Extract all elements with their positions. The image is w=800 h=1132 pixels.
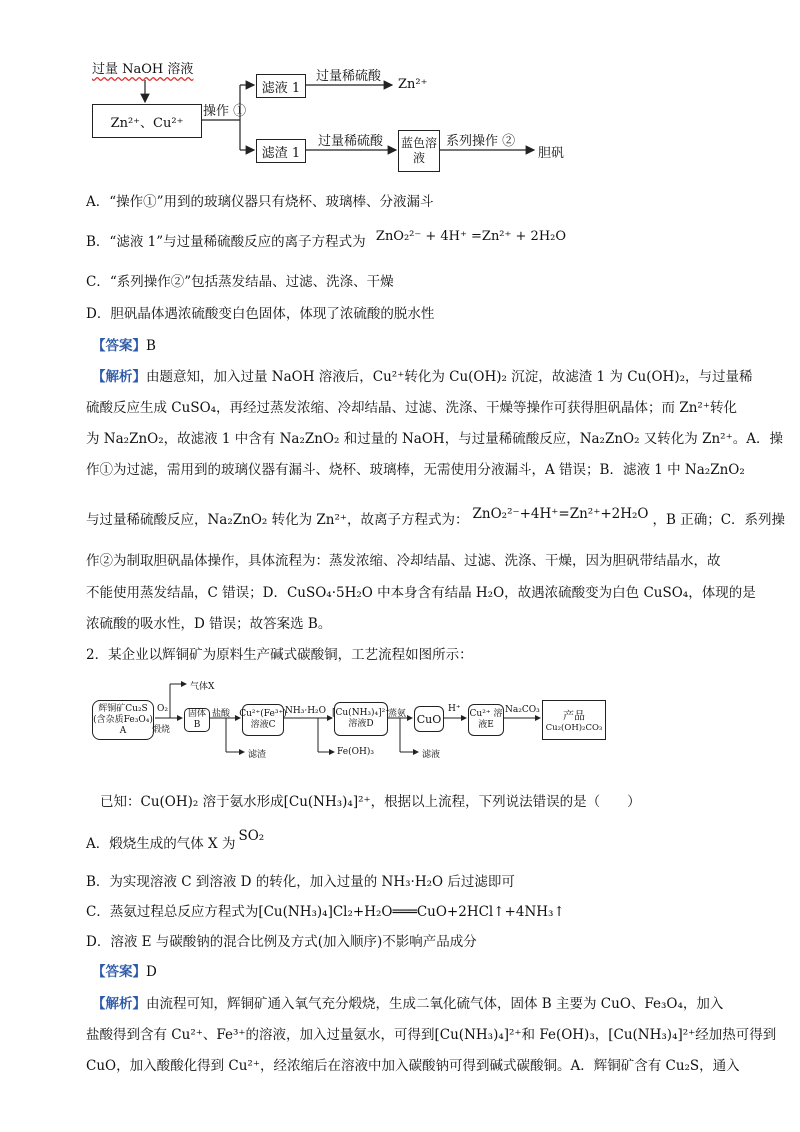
q1-analysis-line-2: 硫酸反应生成 CuSO₄，再经过蒸发浓缩、冷却结晶、过滤、洗涤、干燥等操作可获得胆矾晶体；而 Zn²⁺转化 [86, 400, 737, 416]
filtrate-box: 滤液 1 [256, 74, 306, 98]
na2co3-label: Na₂CO₃ [505, 705, 540, 715]
q1-analysis-text-1: 由题意知，加入过量 NaOH 溶液后，Cu²⁺转化为 Cu(OH)₂ 沉淀，故滤渣 1 为 Cu(OH)₂，与过量稀 [146, 369, 753, 385]
q1-option-b-text: B．“滤液 1”与过量稀硫酸反应的离子方程式为 [86, 234, 366, 250]
box-a-ore: 辉铜矿Cu₂S (含杂质Fe₃O₄) A [92, 700, 154, 740]
q1-analysis-line-7: 不能使用蒸发结晶，C 错误；D．CuSO₄·5H₂O 中本身含有结晶 H₂O，故遇浓硫酸变为白色 CuSO₄，体现的是 [86, 585, 756, 601]
q1-option-b-equation: ZnO₂²⁻ + 4H⁺ =Zn²⁺ + 2H₂O [375, 229, 567, 244]
q1-analysis-line-3: 为 Na₂ZnO₂，故滤液 1 中含有 Na₂ZnO₂ 和过量的 NaOH，与过量稀硫酸反应，Na₂ZnO₂ 又转化为 Zn²⁺。A．操 [86, 431, 783, 447]
box-d-complex: [Cu(NH₃)₄]²⁺ 溶液D [334, 702, 388, 736]
q1-option-a: A．“操作①”用到的玻璃仪器只有烧杯、玻璃棒、分液漏斗 [86, 194, 434, 210]
series-operation-label: 系列操作 ② [446, 134, 516, 149]
o2-label: O₂ [157, 704, 168, 714]
q2-answer [92, 962, 157, 982]
box-b-solid: 固体B [184, 708, 210, 732]
naoh-label: 过量 NaOH 溶液 [92, 62, 194, 77]
q2-answer-value: D [146, 964, 157, 980]
q1-option-c: C．“系列操作②”包括蒸发结晶、过滤、洗涤、干燥 [86, 274, 394, 290]
q2-option-a-text: A．煅烧生成的气体 X 为 [86, 836, 236, 852]
q2-option-d: D．溶液 E 与碳酸钠的混合比例及方式(加入顺序)不影响产品成分 [86, 934, 477, 950]
q1-analysis-tag: 【解析】 [92, 369, 146, 385]
zn-product: Zn²⁺ [398, 77, 428, 92]
q2-option-a [86, 828, 265, 854]
q2-analysis-line-1 [92, 994, 723, 1014]
box-cuo: CuO [414, 706, 444, 732]
product-formula: Cu₂(OH)₂CO₃ [545, 723, 603, 733]
q2-analysis-line-3: CuO，加入酸酸化得到 Cu²⁺，经浓缩后在溶液中加入碳酸钠可得到碱式碳酸铜。A．辉铜矿含有 Cu₂S，通入 [86, 1058, 740, 1074]
q1-answer-value: B [146, 338, 156, 354]
q2-analysis-line-2: 盐酸得到含有 Cu²⁺、Fe³⁺的溶液，加入过量氨水，可得到[Cu(NH₃)₄]²⁺和 Fe(OH)₃，[Cu(NH₃)₄]²⁺经加热可得到 [86, 1027, 777, 1043]
q1-analysis-line-4: 作①为过滤，需用到的玻璃仪器有漏斗、烧杯、玻璃棒，无需使用分液漏斗，A 错误；B．滤液 1 中 Na₂ZnO₂ [86, 462, 745, 478]
product-title: 产品 [563, 709, 585, 722]
calcine-label: 煅烧 [152, 725, 171, 735]
q2-option-b: B．为实现溶液 C 到溶液 D 的转化，加入过量的 NH₃·H₂O 后过滤即可 [86, 874, 515, 890]
q2-known: 已知：Cu(OH)₂ 溶于氨水形成[Cu(NH₃)₄]²⁺，根据以上流程，下列说法错误的是（ ） [100, 794, 641, 810]
q1-analysis-text-5b: ，B 正确；C．系列操 [652, 512, 786, 528]
q2-answer-tag: 【答案】 [92, 964, 146, 980]
q1-analysis-text-5a: 与过量稀硫酸反应，Na₂ZnO₂ 转化为 Zn²⁺，故离子方程式为： [86, 512, 469, 528]
q1-answer-tag: 【答案】 [92, 338, 146, 354]
final-product: 胆矾 [538, 146, 565, 161]
ion-box: Zn²⁺、Cu²⁺ [92, 104, 202, 138]
residue-box: 滤渣 1 [256, 139, 306, 163]
q1-analysis-line-6: 作②为制取胆矾晶体操作，具体流程为：蒸发浓缩、冷却结晶、过滤、洗涤、干燥，因为胆矾带结晶水，故 [86, 553, 721, 569]
box-product [542, 700, 606, 740]
blue-solution-box: 蓝色溶液 [398, 130, 440, 172]
operation-1-label: 操作 ① [203, 104, 247, 119]
box-e-solution: Cu²⁺ 溶液E [468, 704, 504, 736]
hcl-label: 盐酸 [212, 709, 231, 719]
residue-label: 滤渣 [248, 750, 267, 760]
q2-option-c: C．蒸氨过程总反应方程式为[Cu(NH₃)₄]Cl₂+H₂O═══CuO+2HCl↑+4NH₃↑ [86, 904, 565, 920]
gas-x-label: 气体X [190, 682, 215, 692]
feoh3-label: Fe(OH)₃ [337, 747, 374, 757]
nh3-label: NH₃·H₂O [285, 706, 327, 716]
q1-analysis-line-8: 浓硫酸的吸水性，D 错误；故答案选 B。 [86, 616, 332, 632]
q1-analysis-equation: ZnO₂²⁻+4H⁺=Zn²⁺+2H₂O [472, 506, 649, 522]
hplus-label: H⁺ [448, 704, 461, 714]
q2-stem: 2．某企业以辉铜矿为原料生产碱式碳酸铜，工艺流程如图所示： [86, 647, 473, 663]
steam-ammonia-label: 蒸氨 [388, 709, 407, 719]
q2-option-a-so2: SO₂ [238, 828, 265, 844]
box-c-solution: Cu²⁺(Fe³⁺) 溶液C [242, 704, 284, 736]
q1-option-d: D．胆矾晶体遇浓硫酸变白色固体，体现了浓硫酸的脱水性 [86, 306, 435, 322]
filtrate-label: 滤液 [422, 750, 441, 760]
q2-analysis-tag: 【解析】 [92, 996, 146, 1012]
acid-label-top: 过量稀硫酸 [316, 69, 382, 84]
acid-label-bottom: 过量稀硫酸 [318, 134, 384, 149]
q2-analysis-text-1: 由流程可知，辉铜矿通入氧气充分煅烧，生成二氧化硫气体，固体 B 主要为 CuO、Fe₃O₄，加入 [146, 996, 724, 1012]
